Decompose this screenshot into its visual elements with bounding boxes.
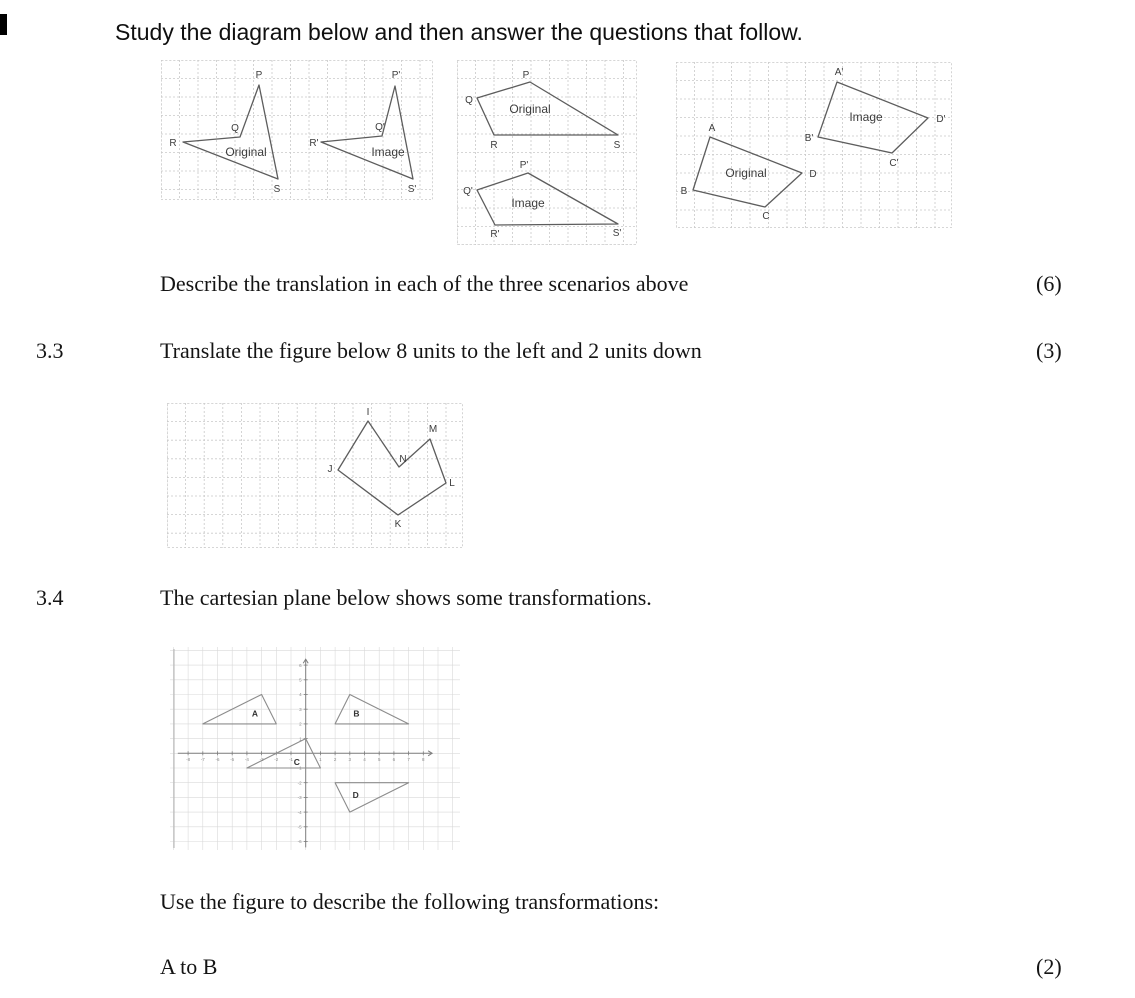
- y-tick-label: -1: [297, 765, 302, 771]
- shape-label: Original: [509, 102, 551, 116]
- vertex-label: R: [490, 140, 498, 151]
- x-tick-label: -1: [288, 756, 294, 762]
- shape-outline: [338, 421, 446, 515]
- scenario1-svg: [161, 60, 433, 200]
- y-tick-label: -6: [297, 839, 302, 845]
- vertex-label: C: [762, 211, 770, 222]
- y-tick-label: 1: [299, 736, 302, 742]
- scenario3-svg: [676, 62, 952, 228]
- page-title: Study the diagram below and then answer the questions that follow.: [115, 19, 803, 45]
- question-describe-translation: Describe the translation in each of the three scenarios above: [160, 271, 689, 296]
- grid-border: [161, 60, 432, 199]
- x-tick-label: -6: [215, 756, 220, 762]
- y-tick-label: -2: [297, 780, 302, 786]
- shape-label: Image: [511, 196, 545, 210]
- y-tick-label: 4: [299, 692, 302, 698]
- vertex-label: R: [169, 138, 177, 149]
- grid-lines: [457, 60, 637, 245]
- marks-badge: (3): [1036, 338, 1062, 363]
- vertex-label: P: [522, 70, 530, 81]
- vertex-label: A: [708, 123, 716, 134]
- triangle-label-D: D: [352, 790, 359, 801]
- grid-border: [676, 62, 951, 227]
- vertex-label: D: [809, 169, 817, 180]
- grid-lines: [161, 60, 433, 200]
- cartesian-svg: [168, 645, 462, 852]
- vertex-label: S: [613, 140, 621, 151]
- vertex-label: D': [936, 114, 946, 125]
- marks-badge: (6): [1036, 271, 1062, 296]
- x-tick-label: 1: [319, 756, 322, 762]
- x-tick-label: 5: [377, 756, 381, 762]
- y-tick-label: -3: [297, 795, 302, 801]
- x-tick-label: -3: [259, 756, 264, 762]
- shape-label: Original: [725, 166, 767, 180]
- vertex-label: R': [309, 138, 319, 149]
- vertex-label: B: [680, 186, 688, 197]
- vertex-label: N: [399, 454, 407, 465]
- cropped-question-number-fragment: [0, 14, 7, 35]
- shape-label: Original: [225, 145, 267, 159]
- x-tick-label: -2: [274, 756, 279, 762]
- y-tick-label: -4: [297, 809, 302, 815]
- y-tick-label: 2: [299, 721, 302, 727]
- vertex-label: K: [394, 519, 402, 530]
- translation-scenario3-diagram: [676, 62, 952, 228]
- x-tick-label: 6: [392, 756, 396, 762]
- vertex-label: R': [490, 229, 500, 240]
- vertex-label: M: [428, 424, 438, 435]
- translation-scenario2-diagram: [457, 60, 637, 245]
- x-tick-label: -5: [230, 756, 235, 762]
- translation-scenario1-diagram: [161, 60, 433, 200]
- figure33-svg: [167, 403, 463, 548]
- x-tick-label: 2: [333, 756, 337, 762]
- vertex-label: J: [327, 464, 333, 475]
- vertex-label: Q': [375, 122, 385, 133]
- grid-border: [167, 403, 462, 547]
- y-tick-label: 3: [299, 706, 302, 712]
- y-tick-label: -5: [297, 824, 302, 830]
- question-a-to-b: A to B: [160, 954, 218, 979]
- vertex-label: P: [255, 70, 263, 81]
- x-tick-label: -8: [186, 756, 191, 762]
- question-cartesian-plane: The cartesian plane below shows some transformations.: [160, 585, 652, 610]
- vertex-label: L: [449, 478, 455, 489]
- triangle-label-C: C: [293, 757, 300, 768]
- vertex-label: S': [407, 184, 417, 195]
- vertex-label: S': [612, 228, 622, 239]
- y-tick-label: 6: [299, 662, 302, 668]
- shape-outline: [477, 173, 618, 225]
- grid-lines: [167, 403, 463, 548]
- shape-label: Image: [849, 110, 883, 124]
- vertex-label: I: [366, 407, 370, 418]
- grid-lines: [676, 62, 952, 228]
- figure-3-3-grid-shape: [167, 403, 463, 548]
- vertex-label: S: [273, 184, 281, 195]
- scenario2-svg: [457, 60, 637, 245]
- shape-label: Image: [371, 145, 405, 159]
- triangle-label-B: B: [353, 708, 360, 719]
- triangle-label-A: A: [251, 708, 259, 719]
- y-tick-label: 5: [299, 677, 302, 683]
- x-tick-label: 3: [348, 756, 352, 762]
- vertex-label: P': [391, 70, 401, 81]
- cartesian-plane-figure: [168, 645, 462, 852]
- vertex-label: B': [804, 133, 814, 144]
- vertex-label: A': [834, 67, 844, 78]
- question-number-3-4: 3.4: [36, 585, 64, 610]
- x-tick-label: 4: [363, 756, 366, 762]
- x-tick-label: 7: [407, 756, 410, 762]
- question-translate-figure: Translate the figure below 8 units to the left and 2 units down: [160, 338, 702, 363]
- vertex-label: Q': [463, 186, 473, 197]
- x-tick-label: -4: [244, 756, 249, 762]
- vertex-label: P': [519, 160, 529, 171]
- instruction-use-figure: Use the figure to describe the following transformations:: [160, 889, 660, 914]
- marks-badge: (2): [1036, 954, 1062, 979]
- shape-outline: [321, 86, 413, 179]
- x-tick-label: -7: [200, 756, 205, 762]
- vertex-label: Q: [231, 123, 239, 134]
- x-tick-label: 8: [422, 756, 425, 762]
- question-number-3-3: 3.3: [36, 338, 64, 363]
- vertex-label: C': [889, 158, 899, 169]
- cartesian-grid: [170, 647, 460, 850]
- vertex-label: Q: [465, 95, 473, 106]
